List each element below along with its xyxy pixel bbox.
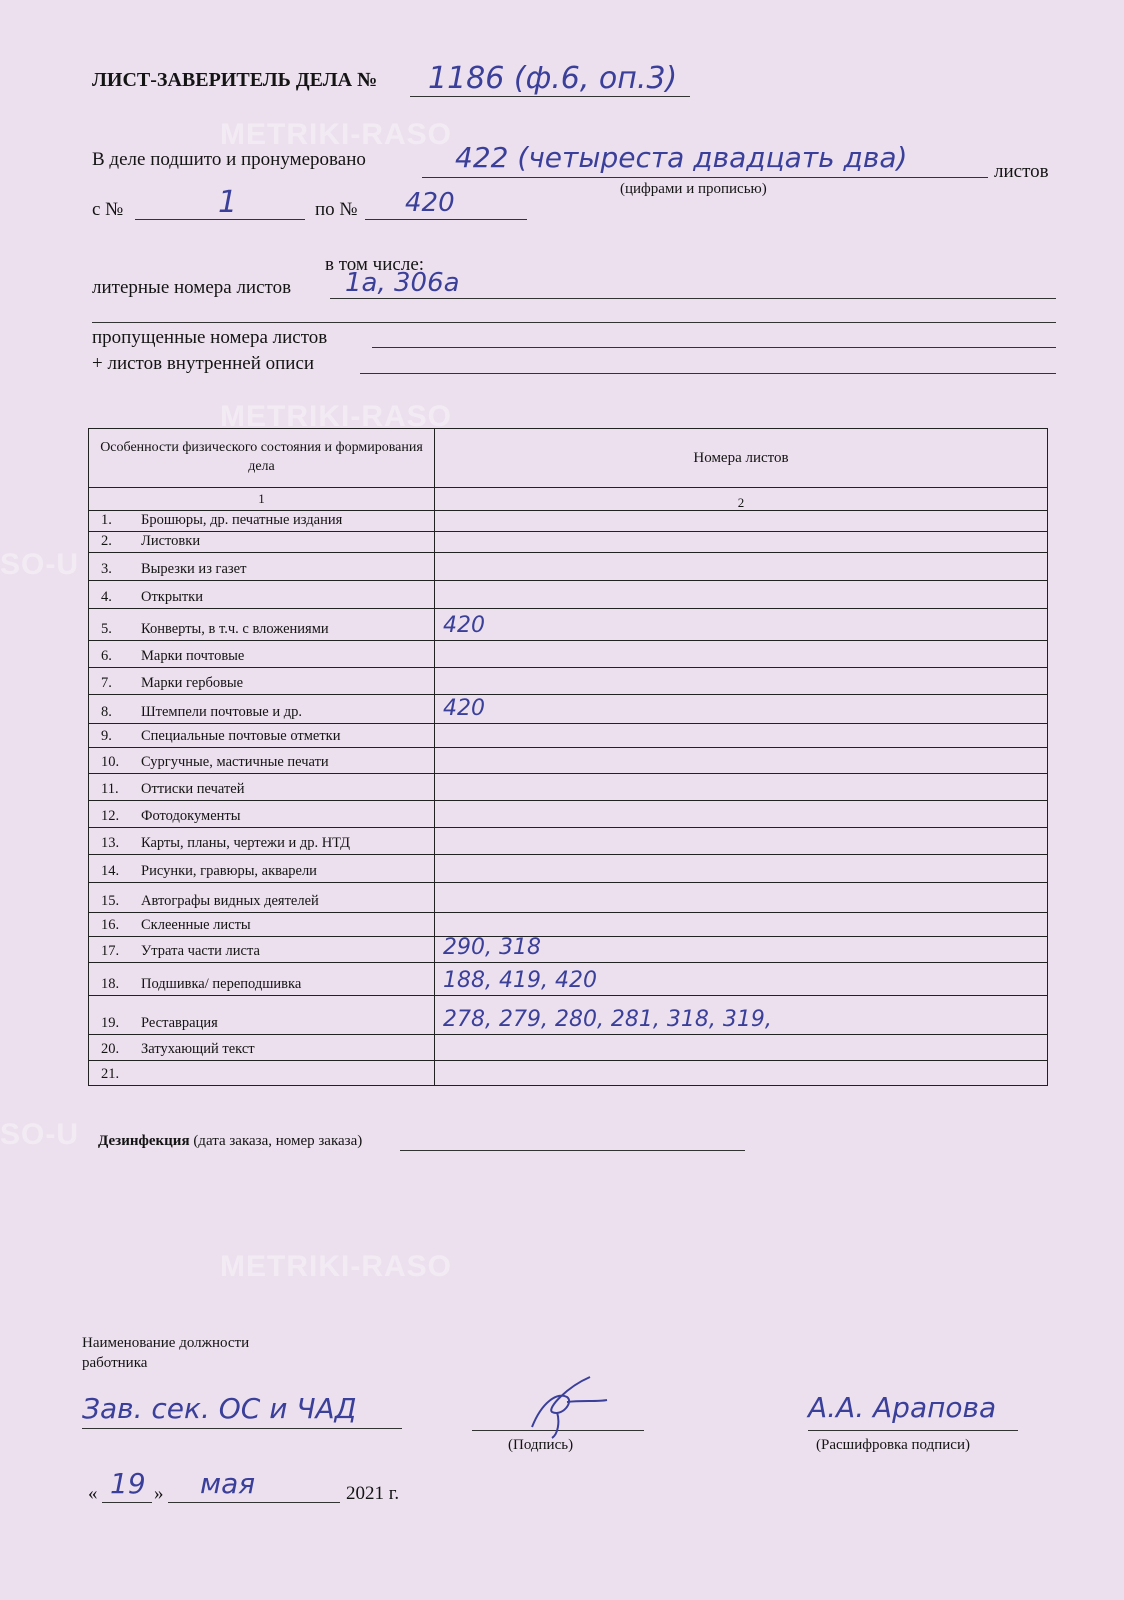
row-number: 6. <box>101 648 112 664</box>
row-sheets-value: 278, 279, 280, 281, 318, 319, <box>443 1007 772 1032</box>
physical-state-table <box>88 428 1048 1086</box>
row-label: Открытки <box>141 589 203 605</box>
position-label-2: работника <box>82 1355 148 1371</box>
row-feature-cell <box>89 553 435 580</box>
signature-mark <box>512 1372 612 1442</box>
row-label: Утрата части листа <box>141 943 260 959</box>
table-row <box>88 694 1048 723</box>
letter-line-2 <box>92 322 1056 323</box>
row-label: Листовки <box>141 533 201 549</box>
table-row <box>88 723 1048 747</box>
date-close-quote: » <box>154 1483 164 1504</box>
missing-line <box>372 347 1056 348</box>
row-feature-cell <box>89 609 435 640</box>
watermark: METRIKI-RASO <box>220 1250 452 1283</box>
row-label: Рисунки, гравюры, акварели <box>141 863 317 879</box>
row-number: 17. <box>101 943 120 959</box>
row-sheets-cell <box>435 553 1047 580</box>
row-label: Оттиски печатей <box>141 781 245 797</box>
row-label: Брошюры, др. печатные издания <box>141 512 343 528</box>
col2-number: 2 <box>737 495 745 510</box>
row-label: Конверты, в т.ч. с вложениями <box>141 621 329 637</box>
table-row <box>88 608 1048 640</box>
table-row <box>88 882 1048 912</box>
row-label: Сургучные, мастичные печати <box>141 754 329 770</box>
row-sheets-value: 188, 419, 420 <box>443 968 597 993</box>
date-day: 19 <box>110 1467 146 1500</box>
row-sheets-cell <box>435 532 1047 552</box>
table-row <box>88 510 1048 531</box>
row-sheets-cell <box>435 801 1047 827</box>
row-feature-cell <box>89 937 435 962</box>
table-row <box>88 531 1048 552</box>
disinfection-label <box>98 1134 362 1149</box>
row-sheets-cell <box>435 1061 1047 1085</box>
to-label: по № <box>315 199 358 220</box>
row-number: 1. <box>101 512 112 528</box>
row-number: 4. <box>101 589 112 605</box>
row-label: Специальные почтовые отметки <box>141 728 341 744</box>
col1-header: Особенности физического состояния и формирования дела <box>89 429 435 487</box>
row-number: 19. <box>101 1015 120 1031</box>
row-feature-cell <box>89 581 435 608</box>
row-label: Автографы видных деятелей <box>141 893 319 909</box>
case-number-line <box>410 96 690 97</box>
row-sheets-cell <box>435 1035 1047 1060</box>
row-sheets-cell <box>435 724 1047 747</box>
case-number-value: 1186 (ф.6, оп.3) <box>428 61 678 96</box>
decode-label: (Расшифровка подписи) <box>816 1437 970 1453</box>
table-row <box>88 912 1048 936</box>
row-sheets-value: 420 <box>443 696 485 721</box>
table-row <box>88 962 1048 995</box>
row-sheets-value: 420 <box>443 613 485 638</box>
date-year: 2021 г. <box>346 1483 400 1504</box>
row-feature-cell <box>89 774 435 800</box>
row-sheets-cell <box>435 774 1047 800</box>
row-label: Подшивка/ переподшивка <box>141 976 302 992</box>
row-sheets-cell <box>435 695 1047 723</box>
to-value: 420 <box>405 188 455 218</box>
column-numbers <box>88 487 1048 510</box>
row-sheets-cell <box>435 937 1047 962</box>
table-header <box>88 428 1048 487</box>
row-feature-cell <box>89 913 435 936</box>
col1-number: 1 <box>89 488 435 510</box>
row-feature-cell <box>89 855 435 882</box>
from-value: 1 <box>218 185 238 220</box>
row-number: 16. <box>101 917 120 933</box>
row-sheets-cell <box>435 913 1047 936</box>
row-feature-cell <box>89 532 435 552</box>
row-feature-cell <box>89 801 435 827</box>
row-feature-cell <box>89 1035 435 1060</box>
bound-line <box>422 177 988 178</box>
row-number: 7. <box>101 675 112 691</box>
bound-suffix: листов <box>994 161 1049 182</box>
from-label: с № <box>92 199 124 220</box>
including-label: в том числе: <box>325 254 425 275</box>
watermark: SO-U <box>0 1118 79 1151</box>
row-number: 3. <box>101 561 112 577</box>
row-sheets-cell <box>435 609 1047 640</box>
letter-label: литерные номера листов <box>92 277 292 298</box>
month-line <box>168 1502 340 1503</box>
col2-header: Номера листов <box>693 449 789 466</box>
row-label: Вырезки из газет <box>141 561 247 577</box>
table-row <box>88 580 1048 608</box>
bound-value: 422 (четыреста двадцать два) <box>455 141 908 174</box>
row-number: 11. <box>101 781 119 797</box>
row-feature-cell <box>89 724 435 747</box>
disinfection-bold: Дезинфекция <box>98 1133 190 1149</box>
to-line <box>365 219 527 220</box>
row-sheets-value: 290, 318 <box>443 935 541 960</box>
row-number: 18. <box>101 976 120 992</box>
position-value: Зав. сек. ОС и ЧАД <box>82 1392 357 1425</box>
row-label: Фотодокументы <box>141 808 241 824</box>
row-number: 13. <box>101 835 120 851</box>
row-feature-cell <box>89 1061 435 1085</box>
row-feature-cell <box>89 695 435 723</box>
letter-value: 1а, 306а <box>345 268 460 298</box>
row-feature-cell <box>89 883 435 912</box>
table-row <box>88 854 1048 882</box>
date-month: мая <box>200 1467 256 1500</box>
table-row <box>88 667 1048 694</box>
row-label: Склеенные листы <box>141 917 251 933</box>
table-row <box>88 640 1048 667</box>
row-sheets-cell <box>435 883 1047 912</box>
table-row <box>88 1060 1048 1086</box>
row-label: Марки гербовые <box>141 675 244 691</box>
bound-hint: (цифрами и прописью) <box>620 181 767 197</box>
row-label: Карты, планы, чертежи и др. НТД <box>141 835 351 851</box>
disinfection-line <box>400 1150 745 1151</box>
position-label-1: Наименование должности <box>82 1335 250 1351</box>
row-number: 9. <box>101 728 112 744</box>
table-row <box>88 827 1048 854</box>
row-sheets-cell <box>435 963 1047 995</box>
decode-value: А.А. Арапова <box>808 1391 997 1424</box>
table-row <box>88 995 1048 1034</box>
signature-label: (Подпись) <box>508 1437 574 1453</box>
row-number: 14. <box>101 863 120 879</box>
missing-label: пропущенные номера листов <box>92 327 328 348</box>
watermark: METRIKI-RASO <box>220 118 452 151</box>
row-label: Затухающий текст <box>141 1041 255 1057</box>
row-feature-cell <box>89 748 435 773</box>
row-sheets-cell <box>435 855 1047 882</box>
inner-label: + листов внутренней описи <box>92 353 315 374</box>
table-row <box>88 773 1048 800</box>
row-number: 20. <box>101 1041 120 1057</box>
row-sheets-cell <box>435 641 1047 667</box>
row-feature-cell <box>89 641 435 667</box>
row-sheets-cell <box>435 668 1047 694</box>
table-row <box>88 552 1048 580</box>
table-row <box>88 1034 1048 1060</box>
row-feature-cell <box>89 963 435 995</box>
row-feature-cell <box>89 828 435 854</box>
row-number: 5. <box>101 621 112 637</box>
position-line <box>82 1428 402 1429</box>
decode-line <box>808 1430 1018 1431</box>
page-title: ЛИСТ-ЗАВЕРИТЕЛЬ ДЕЛА № <box>92 69 378 91</box>
letter-line <box>330 298 1056 299</box>
row-sheets-cell <box>435 828 1047 854</box>
row-label: Реставрация <box>141 1015 218 1031</box>
row-sheets-cell <box>435 581 1047 608</box>
table-row <box>88 800 1048 827</box>
row-sheets-cell <box>435 748 1047 773</box>
disinfection-rest: (дата заказа, номер заказа) <box>189 1133 363 1149</box>
row-sheets-cell <box>435 511 1047 531</box>
row-number: 15. <box>101 893 120 909</box>
row-label: Штемпели почтовые и др. <box>141 704 303 720</box>
table-row <box>88 747 1048 773</box>
row-feature-cell <box>89 668 435 694</box>
date-open-quote: « <box>88 1483 98 1504</box>
day-line <box>102 1502 152 1503</box>
row-number: 12. <box>101 808 120 824</box>
watermark: METRIKI-RASO <box>220 400 452 433</box>
row-number: 8. <box>101 704 112 720</box>
row-number: 10. <box>101 754 120 770</box>
row-feature-cell <box>89 511 435 531</box>
inner-line <box>360 373 1056 374</box>
bound-label: В деле подшито и пронумеровано <box>92 149 366 170</box>
table-row <box>88 936 1048 962</box>
row-feature-cell <box>89 996 435 1034</box>
row-number: 21. <box>101 1066 120 1082</box>
row-sheets-cell <box>435 996 1047 1034</box>
watermark: SO-U <box>0 548 79 581</box>
row-number: 2. <box>101 533 112 549</box>
row-label: Марки почтовые <box>141 648 245 664</box>
